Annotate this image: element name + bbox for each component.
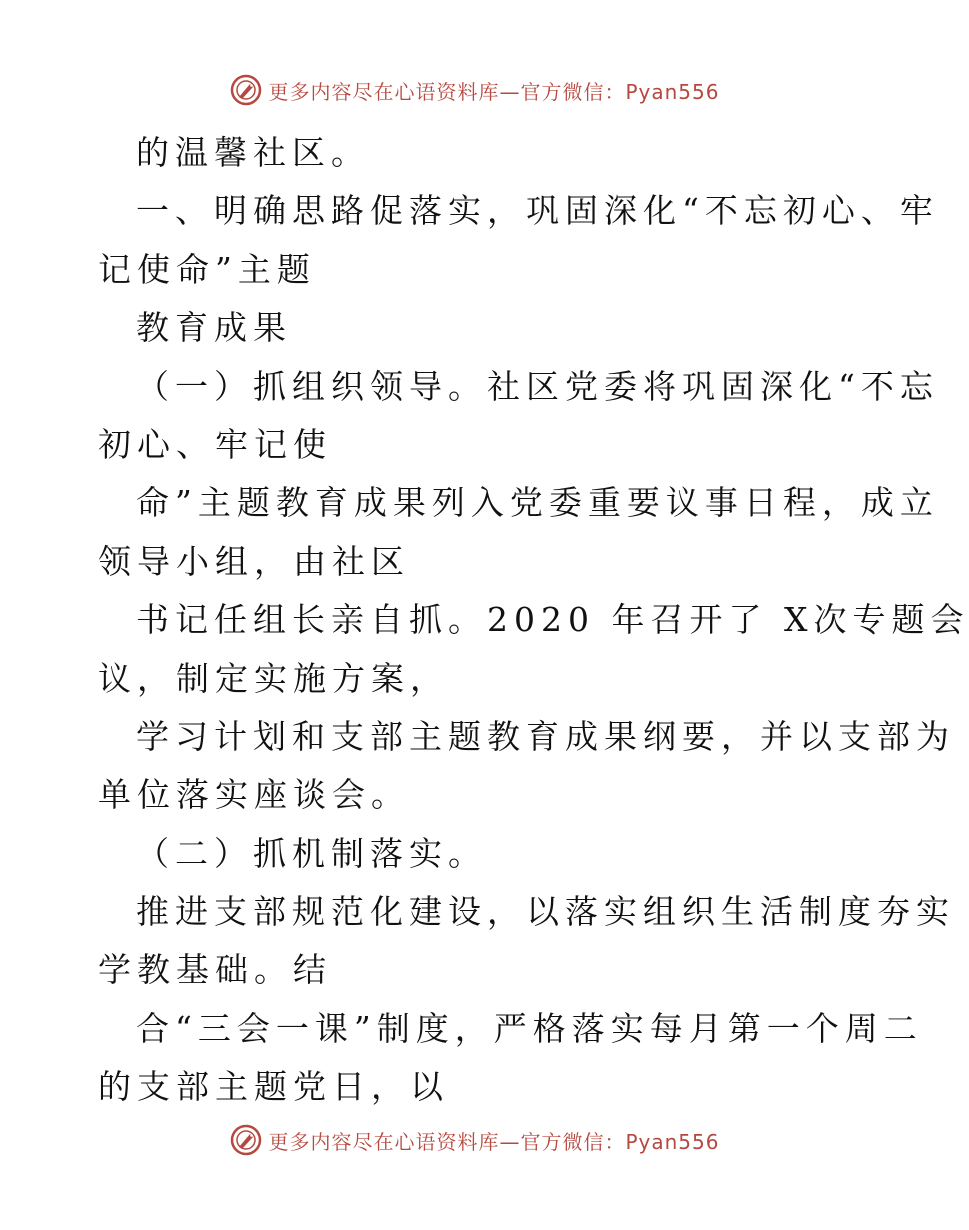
text-line: 的温馨社区。 [136, 133, 370, 172]
pen-nib-logo-icon [230, 1124, 262, 1156]
text-line: （一）抓组织领导。社区党委将巩固深化“不忘 [136, 366, 939, 406]
text-line: 单位落实座谈会。 [98, 775, 410, 815]
document-body [98, 124, 969, 1117]
watermark-text: 更多内容尽在心语资料库—官方微信：Pyan556 [268, 1129, 720, 1154]
text-line: 合“三会一课”制度，严格落实每月第一个周二 [136, 1008, 923, 1048]
text-line: 教育成果 [136, 308, 292, 348]
text-line: 书记任组长亲自抓。2020 年召开了 X次专题会 [136, 600, 969, 640]
text-line: 命”主题教育成果列入党委重要议事日程，成立 [136, 483, 939, 523]
text-line: 议，制定实施方案， [98, 658, 449, 698]
text-line: 初心、牢记使 [98, 424, 332, 464]
text-line: 的支部主题党日，以 [98, 1067, 449, 1107]
text-line: 推进支部规范化建设，以落实组织生活制度夯实 [136, 892, 955, 932]
text-line: （二）抓机制落实。 [136, 833, 487, 873]
text-line: 学习计划和支部主题教育成果纲要，并以支部为 [136, 716, 955, 756]
text-line: 学教基础。结 [98, 950, 332, 990]
pen-nib-logo-icon [230, 74, 262, 106]
text-line: 领导小组，由社区 [98, 541, 410, 581]
watermark-text: 更多内容尽在心语资料库—官方微信：Pyan556 [268, 79, 720, 104]
footer-watermark [0, 1120, 950, 1160]
text-line: 一、明确思路促落实，巩固深化“不忘初心、牢 [136, 191, 939, 231]
header-watermark [0, 70, 950, 110]
text-line: 记使命”主题 [98, 249, 316, 289]
